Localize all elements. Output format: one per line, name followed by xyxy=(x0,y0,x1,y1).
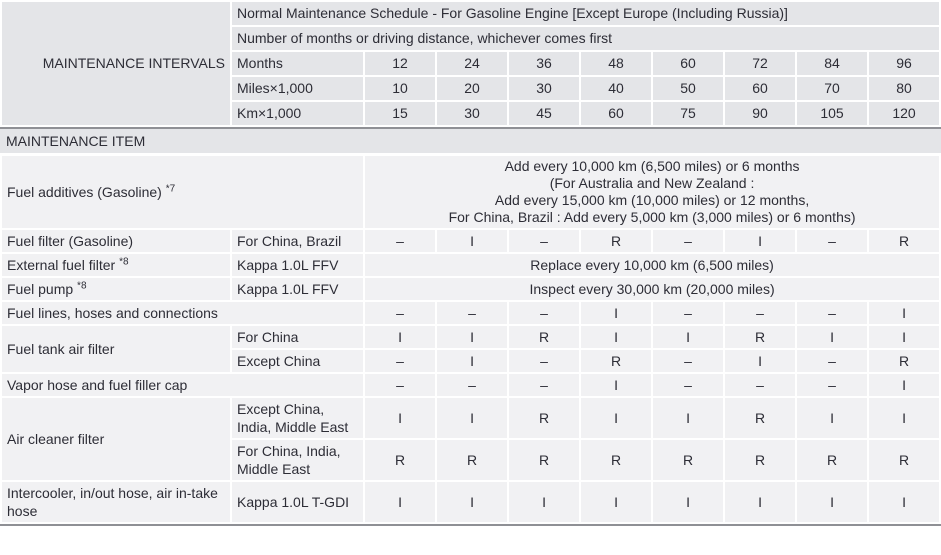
interval-value-cell: 45 xyxy=(509,102,579,125)
interval-value-cell: 105 xyxy=(797,102,867,125)
schedule-value-cell: – xyxy=(725,302,795,324)
variant-cell: For China, India, Middle East xyxy=(232,440,363,480)
item-cell xyxy=(2,326,230,372)
schedule-value-cell: – xyxy=(797,230,867,252)
schedule-value-cell: – xyxy=(365,350,435,372)
schedule-value-cell: I xyxy=(437,482,507,522)
schedule-value-cell: I xyxy=(365,482,435,522)
schedule-value-cell: I xyxy=(725,482,795,522)
schedule-value-cell: R xyxy=(797,440,867,480)
interval-value-cell: 24 xyxy=(437,52,507,75)
schedule-value-cell: I xyxy=(797,482,867,522)
schedule-value-cell: I xyxy=(869,398,939,438)
interval-value-cell: 40 xyxy=(581,77,651,100)
variant-cell: Kappa 1.0L FFV xyxy=(232,278,363,300)
interval-note-line: Add every 10,000 km (6,500 miles) or 6 months xyxy=(504,158,800,174)
schedule-value-cell: I xyxy=(797,398,867,438)
interval-unit-label: Months xyxy=(232,52,363,75)
interval-value-cell: 30 xyxy=(509,77,579,100)
header-row-title xyxy=(2,2,939,25)
schedule-value-cell: R xyxy=(725,440,795,480)
schedule-value-cell: R xyxy=(437,440,507,480)
schedule-value-cell: I xyxy=(509,482,579,522)
maintenance-row xyxy=(2,482,939,522)
variant-cell: Except China, India, Middle East xyxy=(232,398,363,438)
maintenance-row xyxy=(2,302,939,324)
schedule-value-cell: I xyxy=(653,398,723,438)
schedule-value-cell: I xyxy=(869,482,939,522)
item-cell xyxy=(2,156,363,228)
interval-value-cell: 70 xyxy=(797,77,867,100)
schedule-value-cell: I xyxy=(365,398,435,438)
interval-note-cell xyxy=(365,278,939,300)
schedule-value-cell: – xyxy=(653,350,723,372)
interval-value-cell: 60 xyxy=(581,102,651,125)
schedule-value-cell: I xyxy=(437,398,507,438)
schedule-value-cell: R xyxy=(869,230,939,252)
item-label: Vapor hose and fuel filler cap xyxy=(7,377,188,393)
schedule-value-cell: I xyxy=(869,374,939,396)
schedule-value-cell: – xyxy=(365,374,435,396)
schedule-value-cell: – xyxy=(509,230,579,252)
item-cell xyxy=(2,482,230,522)
interval-note-line: For China, Brazil : Add every 5,000 km (3,000 miles) or 6 months) xyxy=(448,209,856,225)
interval-value-cell: 96 xyxy=(869,52,939,75)
item-cell xyxy=(2,278,230,300)
maintenance-row xyxy=(2,254,939,276)
interval-value-cell: 20 xyxy=(437,77,507,100)
interval-value-cell: 12 xyxy=(365,52,435,75)
item-label: Intercooler, in/out hose, air in-take hose xyxy=(7,485,218,519)
schedule-value-cell: R xyxy=(869,350,939,372)
schedule-value-cell: I xyxy=(581,482,651,522)
item-cell xyxy=(2,254,230,276)
item-cell xyxy=(2,374,363,396)
schedule-value-cell: I xyxy=(437,230,507,252)
schedule-value-cell: I xyxy=(653,482,723,522)
item-cell xyxy=(2,230,230,252)
interval-note-line: (For Australia and New Zealand : xyxy=(549,175,755,191)
variant-cell: Except China xyxy=(232,350,363,372)
schedule-subtitle: Number of months or driving distance, whichever comes first xyxy=(232,27,939,50)
schedule-value-cell: – xyxy=(797,374,867,396)
interval-value-cell: 72 xyxy=(725,52,795,75)
table-bottom-line xyxy=(0,524,941,526)
variant-cell: For China, Brazil xyxy=(232,230,363,252)
schedule-value-cell: R xyxy=(509,326,579,348)
schedule-value-cell: I xyxy=(581,374,651,396)
schedule-value-cell: I xyxy=(437,326,507,348)
interval-note-line: Inspect every 30,000 km (20,000 miles) xyxy=(529,280,775,297)
item-label: Fuel additives (Gasoline) xyxy=(7,184,162,200)
interval-value-cell: 48 xyxy=(581,52,651,75)
schedule-value-cell: I xyxy=(869,326,939,348)
schedule-value-cell: I xyxy=(725,350,795,372)
schedule-value-cell: I xyxy=(581,302,651,324)
maintenance-row xyxy=(2,230,939,252)
schedule-value-cell: R xyxy=(653,440,723,480)
schedule-value-cell: I xyxy=(797,326,867,348)
interval-value-cell: 15 xyxy=(365,102,435,125)
schedule-value-cell: I xyxy=(581,326,651,348)
item-cell xyxy=(2,398,230,480)
schedule-value-cell: – xyxy=(509,350,579,372)
interval-value-cell: 30 xyxy=(437,102,507,125)
item-label: Fuel filter (Gasoline) xyxy=(7,233,134,249)
interval-note-line: Replace every 10,000 km (6,500 miles) xyxy=(530,256,774,273)
schedule-value-cell: – xyxy=(509,374,579,396)
maintenance-row xyxy=(2,398,939,438)
schedule-value-cell: R xyxy=(509,440,579,480)
schedule-value-cell: R xyxy=(581,440,651,480)
schedule-value-cell: – xyxy=(653,230,723,252)
interval-unit-label: Km×1,000 xyxy=(232,102,363,125)
item-label: Fuel pump xyxy=(7,281,74,297)
footnote-marker: *8 xyxy=(119,256,129,268)
maintenance-row xyxy=(2,156,939,228)
footnote-marker: *7 xyxy=(165,183,176,195)
interval-note-cell xyxy=(365,156,939,228)
item-label: Fuel tank air filter xyxy=(7,341,115,357)
item-label: Air cleaner filter xyxy=(7,431,105,447)
schedule-value-cell: R xyxy=(581,350,651,372)
maintenance-intervals-label: MAINTENANCE INTERVALS xyxy=(2,2,230,125)
schedule-value-cell: R xyxy=(725,398,795,438)
item-label: External fuel filter xyxy=(7,257,116,273)
interval-value-cell: 75 xyxy=(653,102,723,125)
interval-value-cell: 80 xyxy=(869,77,939,100)
maintenance-row xyxy=(2,374,939,396)
schedule-value-cell: – xyxy=(797,302,867,324)
schedule-value-cell: – xyxy=(797,350,867,372)
schedule-value-cell: R xyxy=(869,440,939,480)
schedule-value-cell: I xyxy=(581,398,651,438)
interval-value-cell: 84 xyxy=(797,52,867,75)
maintenance-row xyxy=(2,278,939,300)
interval-note-cell xyxy=(365,254,939,276)
schedule-value-cell: I xyxy=(725,230,795,252)
footnote-marker: *8 xyxy=(77,280,87,292)
schedule-value-cell: I xyxy=(653,326,723,348)
interval-value-cell: 60 xyxy=(725,77,795,100)
item-label: Fuel lines, hoses and connections xyxy=(7,305,218,321)
schedule-value-cell: – xyxy=(365,302,435,324)
schedule-value-cell: – xyxy=(653,374,723,396)
schedule-value-cell: R xyxy=(725,326,795,348)
interval-value-cell: 120 xyxy=(869,102,939,125)
schedule-value-cell: – xyxy=(653,302,723,324)
variant-cell: Kappa 1.0L FFV xyxy=(232,254,363,276)
schedule-value-cell: R xyxy=(509,398,579,438)
interval-value-cell: 10 xyxy=(365,77,435,100)
schedule-value-cell: I xyxy=(869,302,939,324)
schedule-value-cell: R xyxy=(581,230,651,252)
interval-value-cell: 90 xyxy=(725,102,795,125)
variant-cell: Kappa 1.0L T-GDI xyxy=(232,482,363,522)
item-cell xyxy=(2,302,363,324)
maintenance-intervals-table xyxy=(0,0,941,127)
schedule-value-cell: R xyxy=(365,440,435,480)
interval-value-cell: 50 xyxy=(653,77,723,100)
interval-note-line: Add every 15,000 km (10,000 miles) or 12 months, xyxy=(494,192,810,208)
maintenance-row xyxy=(2,326,939,348)
schedule-value-cell: I xyxy=(365,326,435,348)
interval-unit-label: Miles×1,000 xyxy=(232,77,363,100)
schedule-value-cell: – xyxy=(725,374,795,396)
variant-cell: For China xyxy=(232,326,363,348)
schedule-value-cell: – xyxy=(509,302,579,324)
maintenance-item-band: MAINTENANCE ITEM xyxy=(0,129,941,153)
schedule-value-cell: I xyxy=(437,350,507,372)
schedule-value-cell: – xyxy=(365,230,435,252)
schedule-value-cell: – xyxy=(437,374,507,396)
maintenance-items-table xyxy=(0,154,941,524)
interval-value-cell: 36 xyxy=(509,52,579,75)
interval-value-cell: 60 xyxy=(653,52,723,75)
schedule-title: Normal Maintenance Schedule - For Gasoline Engine [Except Europe (Including Russia)] xyxy=(232,2,939,25)
schedule-value-cell: – xyxy=(437,302,507,324)
